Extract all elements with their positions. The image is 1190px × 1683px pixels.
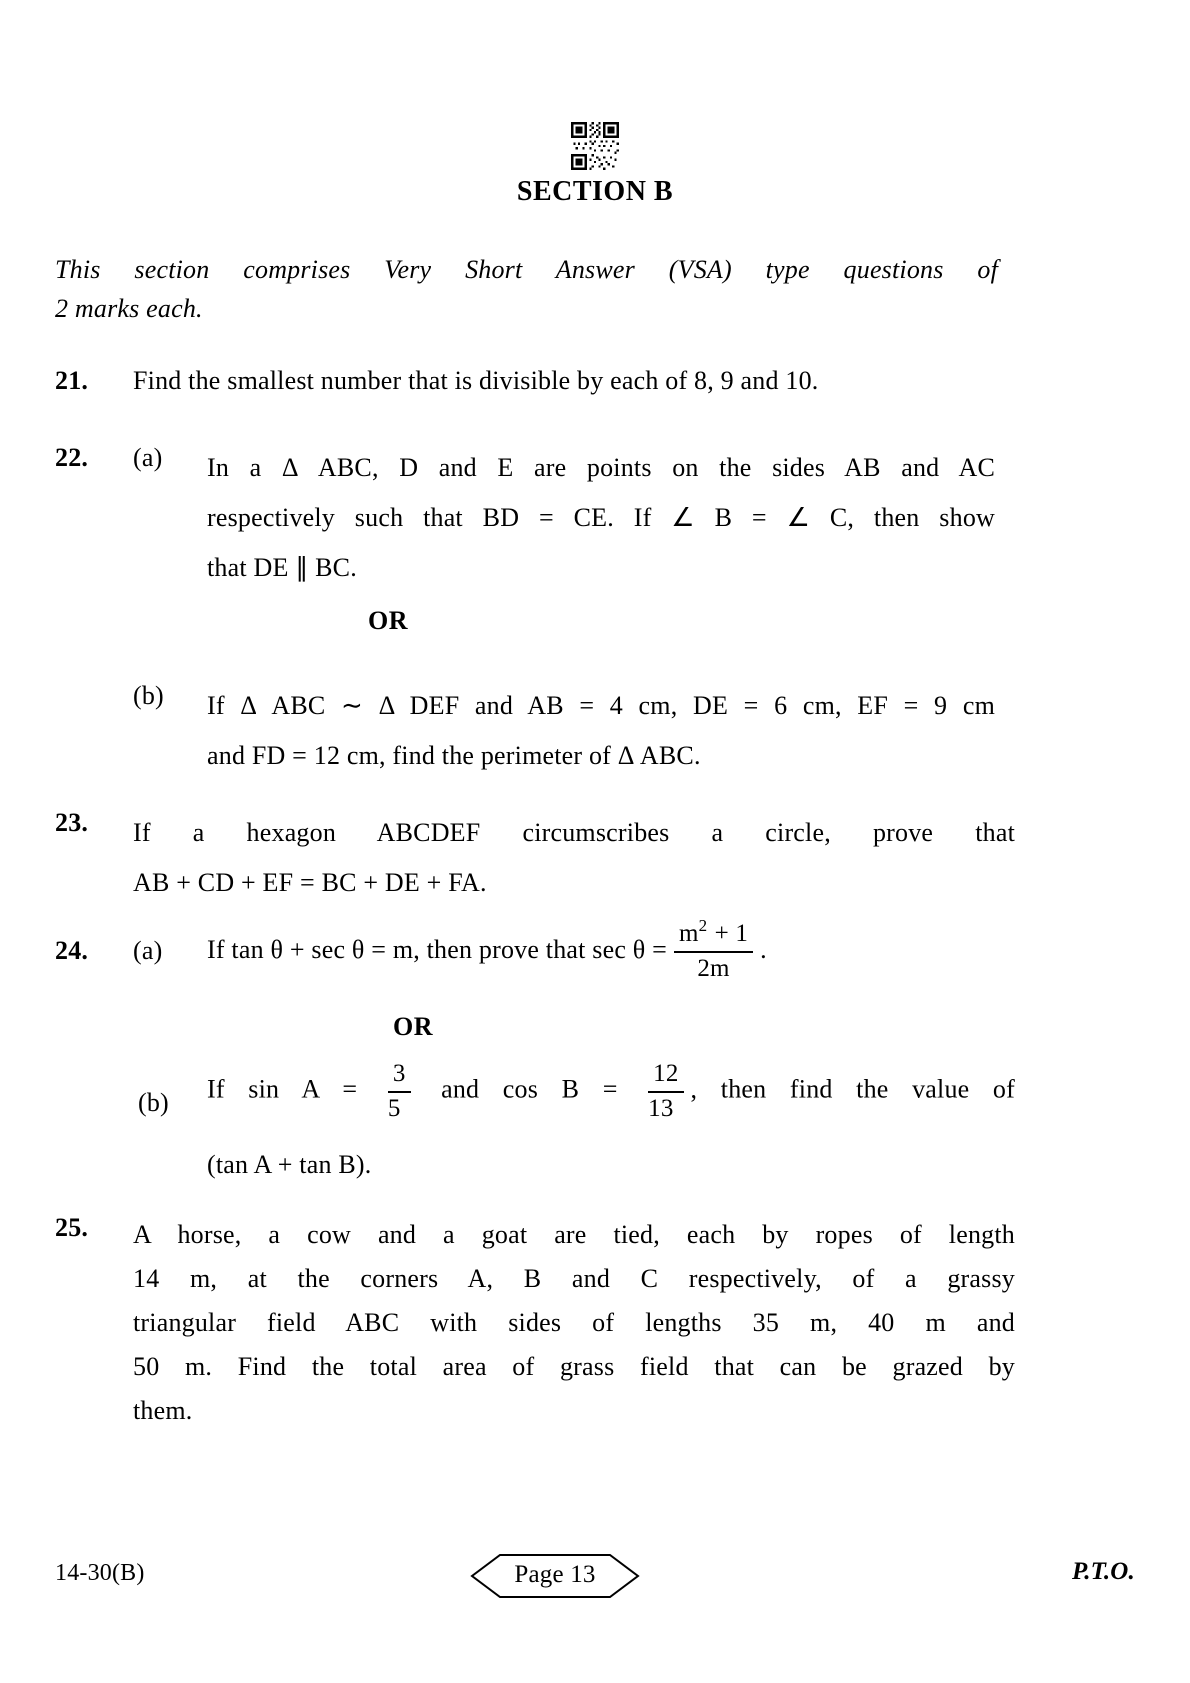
- question-24a-prefix: If tan θ + sec θ = m, then prove that sec θ =: [207, 935, 668, 964]
- section-heading: SECTION B: [516, 176, 674, 207]
- question-22b-label: (b): [133, 681, 164, 710]
- intro-line-2: 2 marks each.: [55, 294, 203, 323]
- question-22b-line-2: and FD = 12 cm, find the perimeter of Δ ABC.: [207, 741, 701, 770]
- question-24b-label: (b): [138, 1088, 169, 1117]
- fraction-numerator: 12: [648, 1060, 683, 1093]
- question-22-number: 22.: [55, 443, 89, 472]
- question-24b-text: [207, 1060, 1015, 1124]
- question-24b-seg-1: If sin A =: [207, 1074, 381, 1104]
- pto-label: P.T.O.: [1071, 1558, 1135, 1585]
- question-23-line-1: If a hexagon ABCDEF circumscribes a circle, prove that: [133, 818, 1015, 847]
- question-24b-seg-3: , then find the value of: [690, 1074, 1015, 1104]
- question-24a-text: [207, 908, 767, 992]
- question-22a-line-1: In a Δ ABC, D and E are points on the sides AB and AC: [207, 453, 995, 482]
- fraction-numerator: [674, 916, 753, 953]
- fraction-3-over-5: [388, 1060, 411, 1124]
- question-21-number: 21.: [55, 366, 89, 395]
- question-24-number: 24.: [55, 936, 89, 965]
- page-number-badge: [470, 1553, 640, 1599]
- question-22a-text: [207, 443, 995, 593]
- fraction-denominator: 13: [648, 1094, 674, 1122]
- question-25-line-2: 14 m, at the corners A, B and C respectively, of a grassy: [133, 1264, 1015, 1293]
- fraction-12-over-13: [648, 1060, 683, 1124]
- question-22b-line-1: If Δ ABC ∼ Δ DEF and AB = 4 cm, DE = 6 cm, EF = 9 cm: [207, 691, 995, 720]
- question-22-or-separator: OR: [368, 606, 408, 635]
- paper-code: 14-30(B): [55, 1560, 145, 1586]
- question-25-line-3: triangular field ABC with sides of lengths 35 m, 40 m and: [133, 1308, 1015, 1337]
- fraction-m2plus1-over-2m: [674, 916, 753, 984]
- numerator-rest: + 1: [708, 920, 749, 948]
- question-22a-line-3: that DE ∥ BC.: [207, 553, 357, 582]
- question-25-text: [133, 1213, 1015, 1433]
- question-21-text: Find the smallest number that is divisible by each of 8, 9 and 10.: [133, 366, 819, 395]
- fraction-numerator: 3: [388, 1060, 411, 1093]
- question-25-line-4: 50 m. Find the total area of grass field that can be grazed by: [133, 1352, 1015, 1381]
- question-23-text: [133, 808, 1015, 908]
- question-23-line-2: AB + CD + EF = BC + DE + FA.: [133, 868, 487, 897]
- question-24-or-separator: OR: [393, 1012, 433, 1041]
- numerator-exponent: 2: [698, 916, 708, 936]
- question-22b-text: [207, 681, 995, 781]
- qr-code-icon: [571, 122, 619, 170]
- question-25-line-5: them.: [133, 1396, 193, 1425]
- question-24a-label: (a): [133, 936, 163, 965]
- qr-code-image: [571, 122, 619, 170]
- fraction-denominator: 2m: [697, 955, 730, 982]
- question-22a-label: (a): [133, 443, 163, 472]
- page-number-label: Page 13: [514, 1561, 596, 1588]
- question-25-line-1: A horse, a cow and a goat are tied, each by ropes of length: [133, 1220, 1015, 1249]
- question-24b-seg-2: and cos B =: [417, 1074, 642, 1104]
- question-25-number: 25.: [55, 1213, 89, 1242]
- intro-line-1: This section comprises Very Short Answer (VSA) type questions of: [55, 255, 998, 284]
- numerator-base: m: [679, 920, 699, 948]
- question-22a-line-2: respectively such that BD = CE. If ∠ B = ∠ C, then show: [207, 503, 995, 532]
- question-24a-suffix: .: [760, 935, 767, 964]
- section-intro: [55, 250, 998, 328]
- fraction-denominator: 5: [387, 1094, 401, 1122]
- question-24b-line-2: (tan A + tan B).: [207, 1150, 372, 1179]
- question-23-number: 23.: [55, 808, 89, 837]
